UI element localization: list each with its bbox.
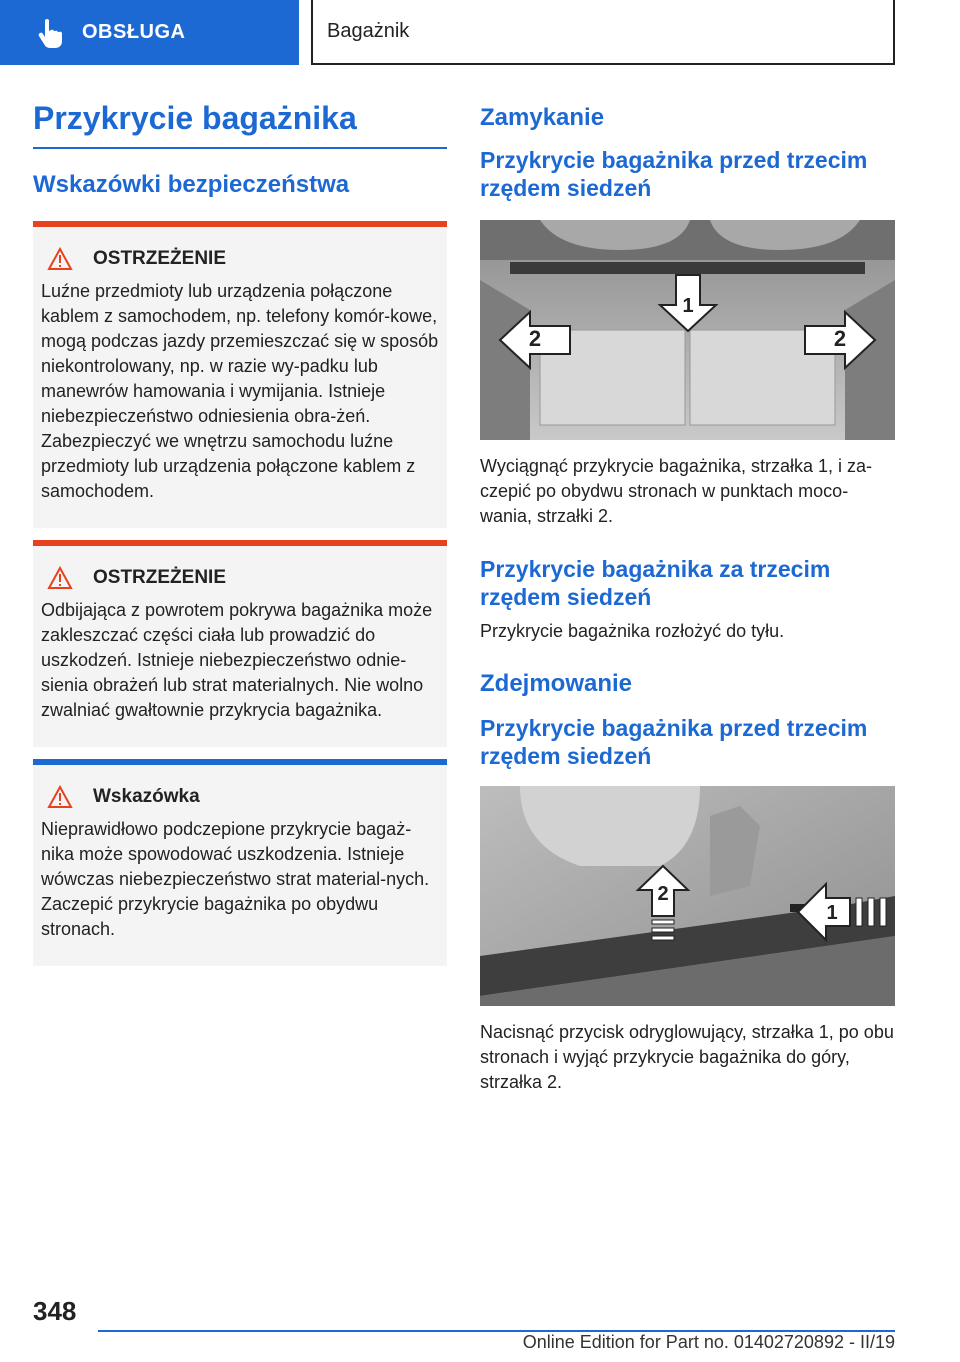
image-label: 2 bbox=[657, 883, 669, 905]
header-tab-label: OBSŁUGA bbox=[82, 21, 186, 43]
closing-heading: Zamykanie bbox=[480, 104, 605, 131]
header-section-title: Bagażnik bbox=[311, 0, 895, 65]
closing-subheading-2: Przykrycie bagażnika za trzecim rzędem siedzeń bbox=[480, 556, 831, 610]
image-label: 1 bbox=[682, 295, 694, 317]
cargo-cover-release-image bbox=[480, 786, 895, 1006]
warning-box-2 bbox=[33, 540, 447, 747]
footer-edition: Online Edition for Part no. 01402720892 - II/19 bbox=[522, 1332, 895, 1352]
warning-triangle-icon bbox=[47, 247, 73, 271]
warning-text: Luźne przedmioty lub urządzenia połączone kablem z samochodem, np. telefony komór-kowe, mogą podczas jazdy przemieszczać się w sposób niekontrolowany, np. w razie wy-padku lub manewrów hamowania i wymijania. Istnieje niebezpieczeństwo odniesienia obra-żeń. Zabezpieczyć we wnętrzu samochodu luźne przedmioty lub urządzenia połączone kablem z samochodem. bbox=[41, 281, 439, 501]
safety-heading: Wskazówki bezpieczeństwa bbox=[33, 171, 350, 198]
closing-text-2: Przykrycie bagażnika rozłożyć do tyłu. bbox=[480, 621, 785, 641]
image-label: 2 bbox=[833, 326, 847, 351]
warning-title: OSTRZEŻENIE bbox=[93, 248, 227, 269]
cargo-cover-pull-image bbox=[480, 220, 895, 440]
hand-pointer-icon bbox=[36, 18, 64, 48]
page-title: Przykrycie bagażnika bbox=[33, 100, 447, 149]
closing-subheading-1: Przykrycie bagażnika przed trzecim rzędem siedzeń bbox=[480, 147, 868, 201]
page-number: 348 bbox=[33, 1296, 77, 1326]
warning-triangle-icon bbox=[47, 566, 73, 590]
left-column bbox=[33, 100, 447, 966]
note-box bbox=[33, 759, 447, 966]
note-title: Wskazówka bbox=[93, 786, 200, 807]
removal-heading: Zdejmowanie bbox=[480, 670, 633, 697]
warning-title: OSTRZEŻENIE bbox=[93, 567, 227, 588]
note-text: Nieprawidłowo podczepione przykrycie bagaż-nika może spowodować uszkodzenia. Istnieje wówczas niebezpieczeństwo strat material-nych. Zaczepić przykrycie bagażnika po obydwu stronach. bbox=[41, 819, 430, 939]
header-tab-operation[interactable] bbox=[0, 0, 299, 65]
right-column bbox=[480, 100, 895, 1095]
caption-2: Nacisnąć przycisk odryglowujący, strzałka 1, po obu stronach i wyjąć przykrycie bagażnika do góry, strzałka 2. bbox=[480, 1022, 894, 1092]
warning-text: Odbijająca z powrotem pokrywa bagażnika może zakleszczać części ciała lub prowadzić do uszkodzeń. Istnieje niebezpieczeństwo odnie-sienia obrażeń lub strat materialnych. Nie wolno zwalniać gwałtownie przykrycia bagażnika. bbox=[41, 600, 433, 720]
caption-1: Wyciągnąć przykrycie bagażnika, strzałka 1, i za-czepić po obydwu stronach w punktach moco-wania, strzałki 2. bbox=[480, 456, 872, 526]
warning-box-1 bbox=[33, 221, 447, 528]
removal-subheading-1: Przykrycie bagażnika przed trzecim rzędem siedzeń bbox=[480, 715, 868, 769]
image-label: 1 bbox=[826, 902, 838, 924]
image-label: 2 bbox=[528, 326, 542, 351]
caution-triangle-icon bbox=[47, 785, 73, 809]
